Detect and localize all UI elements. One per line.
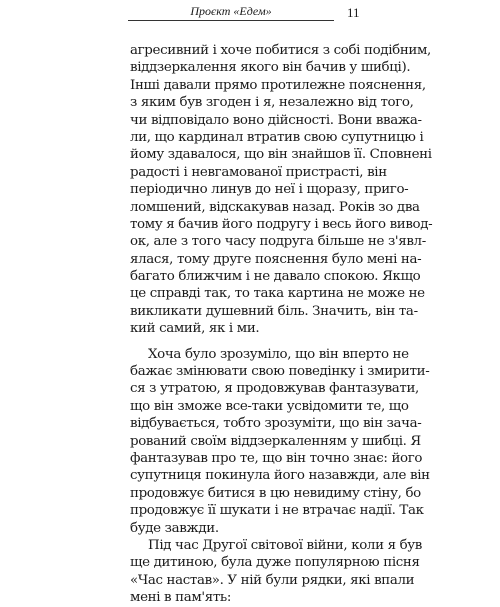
text-line: ломшений, відскакував назад. Років зо два	[130, 199, 420, 215]
text-line: ли, що кардинал втратив свою супутницю і	[130, 129, 424, 145]
paragraph	[130, 346, 430, 537]
page-number: 11	[347, 5, 360, 20]
text-line: багато ближчим і не давало спокою. Якщо	[130, 269, 421, 285]
body-text	[130, 42, 433, 607]
running-head	[128, 4, 334, 21]
text-line: Інші давали прямо протилежне пояснення,	[130, 77, 426, 93]
text-line: бажає змінювати свою поведінку і змирити-	[130, 364, 430, 380]
text-line: викликати душевний біль. Значить, він та-	[130, 303, 418, 319]
text-line: Хоча було зрозуміло, що він вперто не	[148, 346, 409, 362]
text-line: Під час Другої світової війни, коли я був	[148, 537, 423, 553]
text-line: кий самий, як і ми.	[130, 321, 260, 337]
text-line: рований своїм віддзеркаленням у шибці. Я	[130, 433, 421, 449]
text-line: з яким був згоден і я, незалежно від того,	[130, 95, 414, 111]
text-line: це справді так, то така картина не може не	[130, 286, 425, 302]
text-line: віддзеркалення якого він бачив у шибці).	[130, 60, 411, 76]
paragraph-gap	[130, 338, 372, 346]
text-line: відбувається, тобто зрозуміти, що він зача-	[130, 416, 422, 432]
text-line: йому здавалося, що він знайшов її. Сповнені	[130, 147, 432, 163]
paragraph	[130, 42, 433, 338]
text-line: продовжує битися в цю невидиму стіну, бо	[130, 485, 421, 501]
text-line: радості і невгамованої пристрасті, він	[130, 164, 387, 180]
text-line: ок, але з того часу подруга більше не з'явл-	[130, 234, 426, 250]
text-line: фантазував про те, що він точно знає: його	[130, 450, 423, 466]
text-line: буде завжди.	[130, 520, 219, 536]
text-line: ялася, тому друге пояснення було мені на-	[130, 251, 422, 267]
text-line: періодично линув до неї і щоразу, приго-	[130, 182, 409, 198]
text-line: агресивний і хоче побитися з собі подібним,	[130, 43, 431, 58]
running-title: Проєкт «Едем»	[190, 4, 272, 18]
paragraph	[130, 537, 423, 607]
text-line: супутниця покинула його назавжди, але він	[130, 468, 430, 484]
text-line: ще дитиною, була дуже популярною пісня	[130, 555, 420, 571]
text-line: ся з утратою, я продовжував фантазувати,	[130, 381, 419, 397]
text-line: «Час настав». У ній були рядки, які впали	[130, 572, 415, 588]
text-line: продовжує її шукати і не втрачає надії. Так	[130, 503, 424, 519]
text-line: чи відповідало воно дійсності. Вони вважа-	[130, 112, 422, 128]
text-line: мені в пам'ять:	[130, 590, 232, 606]
text-line: тому я бачив його подругу і весь його вивод-	[130, 216, 433, 232]
text-line: що він зможе все-таки усвідомити те, що	[130, 398, 409, 414]
